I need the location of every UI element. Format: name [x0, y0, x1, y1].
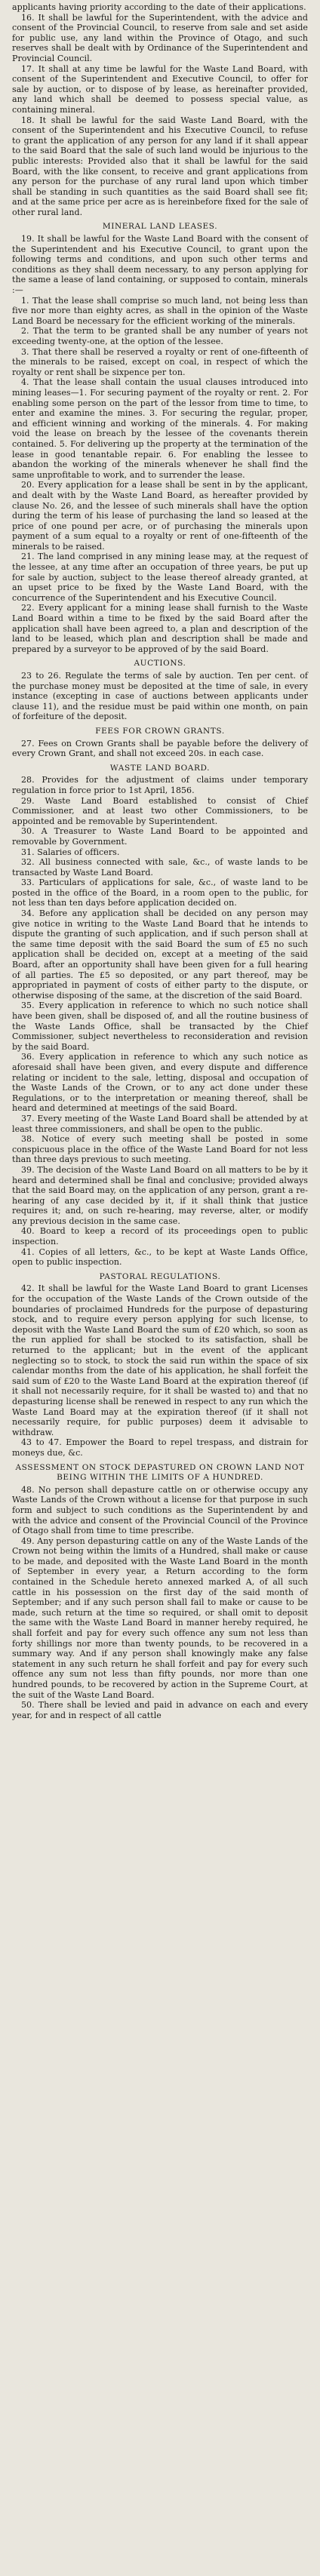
paragraph: 23 to 26. Regulate the terms of sale by auction. Ten per cent. of the purchase money must be deposited at the time of sale, in every instance (excepting in case of auctions between applicants under clause 11), and the residue must be paid within one month, on pain of forfeiture of the deposit.: [12, 671, 308, 722]
paragraph: 48. No person shall depasture cattle on or otherwise occupy any Waste Lands of the Crown without a license for that purpose in such form and subject to such conditions as the Superintendent by and with the advice and consent of the Provincial Council of the Province of Otago shall from time to time prescribe.: [12, 1484, 308, 1536]
paragraph: 22. Every applicant for a mining lease shall furnish to the Waste Land Board within a time to be fixed by the said Board after the application shall have been agreed to, a plan and description of the land to be leased, which plan and description shall be made and prepared by a surveyor to be approved of by the said Board.: [12, 603, 308, 654]
paragraph: 43 to 47. Empower the Board to repel trespass, and distrain for moneys due, &c.: [12, 1437, 308, 1458]
paragraph: 16. It shall be lawful for the Superintendent, with the advice and consent of the Provincial Council, to reserve from sale and set aside for public use, any land within the Province of Otago, and such reserves shall be dealt with by Ordinance of the Superintendent and Provincial Council.: [12, 12, 308, 63]
paragraph: 29. Waste Land Board established to consist of Chief Commissioner, and at least two other Commissioners, to be appointed and be removable by Superintendent.: [12, 795, 308, 826]
paragraph: 20. Every application for a lease shall be sent in by the applicant, and dealt with by the Waste Land Board, as hereafter provided by clause No. 26, and the lessee of such minerals shall have the option during the term of his lease of purchasing the land so leased at the price of one pound per acre, or of purchasing the minerals upon payment of a sum equal to a royalty or rent of one-fifteenth of the minerals to be raised.: [12, 480, 308, 552]
section-heading: FEES FOR CROWN GRANTS.: [95, 726, 225, 736]
paragraph: 37. Every meeting of the Waste Land Board shall be attended by at least three commissioners, and shall be open to the public.: [12, 1113, 308, 1134]
paragraph: 18. It shall be lawful for the said Waste Land Board, with the consent of the Superintendent and his Executive Council, to refuse to grant the application of any person for any land if it shall appear to the said Board that the sale of such land would be injurious to the public interests: Provided also that it shall be lawful for the said Board, with the like consent, to receive and grant applications from any person for the purchase of any rural land upon which timber shall be standing in such quantities as the said Board shall see fit; and at the same price per acre as is hereinbefore fixed for the sale of other rural land.: [12, 115, 308, 217]
paragraph: 17. It shall at any time be lawful for the Waste Land Board, with consent of the Superintendent and Executive Council, to offer for sale by auction, or to dispose of by lease, as hereinafter provided, any land which shall be deemed to possess special value, as containing mineral.: [12, 63, 308, 115]
section-heading: MINERAL LAND LEASES.: [102, 222, 218, 232]
paragraph: 49. Any person depasturing cattle on any of the Waste Lands of the Crown not being within the limits of a Hundred, shall make or cause to be made, and deposited with the Waste Land Board in the month of September in every year, a Return according to the form contained in the Schedule hereto annexed marked A, of all such cattle in his possession on the first day of the said month of September; and if any such person shall fail to make or cause to be made, such return at the time so required, or shall omit to deposit the same with the Waste Land Board in manner hereby required, he shall forfeit and pay for every such offence any sum not less than forty shillings nor more than twenty pounds, to be recovered in a summary way. And if any person shall knowingly make any false statement in any such return he shall forfeit and pay for every such offence any sum not less than fifty pounds, nor more than one hundred pounds, to be recovered by action in the Supreme Court, at the suit of the Waste Land Board.: [12, 1535, 308, 1700]
paragraph: 21. The land comprised in any mining lease may, at the request of the lessee, at any time after an occupation of three years, be put up for sale by auction, subject to the lease thereof already granted, at an upset price to be fixed by the Waste Land Board, with the concurrence of the Superintendent and his Executive Council.: [12, 552, 308, 603]
paragraph: 3. That there shall be reserved a royalty or rent of one-fifteenth of the minerals to be raised, except on coal, in respect of which the royalty or rent shall be sixpence per ton.: [12, 346, 308, 377]
paragraph: 42. It shall be lawful for the Waste Land Board to grant Licenses for the occupation of the Waste Lands of the Crown outside of the boundaries of proclaimed Hundreds for the purpose of depasturing stock, and to require every person applying for such license, to deposit with the Waste Land Board the sum of £20 which, so soon as the run applied for shall be stocked to its satisfaction, shall be returned to the applicant; but in the event of the applicant neglecting so to stock, to stock the said run within the space of six calendar months from the date of his application, he shall forfeit the said sum of £20 to the Waste Land Board at the expiration thereof (if it shall not necessarily require, for it shall be wasted to) and that no depasturing license shall be renewed in respect to any run which the Waste Land Board may at the expiration thereof (if it shall not necessarily require, for public purposes) deem it advisable to withdraw.: [12, 1283, 308, 1437]
section-heading: ASSESSMENT ON STOCK DEPASTURED ON CROWN LAND NOT BEING WITHIN THE LIMITS OF A HUNDRED.: [15, 1462, 305, 1483]
paragraph: 41. Copies of all letters, &c., to be kept at Waste Lands Office, open to public inspection.: [12, 1247, 308, 1268]
paragraph: 1. That the lease shall comprise so much land, not being less than five nor more than eighty acres, as shall in the opinion of the Waste Land Board be necessary for the efficient working of the minerals.: [12, 295, 308, 326]
paragraph: 38. Notice of every such meeting shall be posted in some conspicuous place in the office of the Waste Land Board for not less than three days previous to such meeting.: [12, 1134, 308, 1165]
section-heading: WASTE LAND BOARD.: [109, 763, 211, 773]
paragraph: 39. The decision of the Waste Land Board on all matters to be by it heard and determined shall be final and conclusive; provided always that the said Board may, on the application of any person, grant a re-hearing of any case decided by it, if it shall think that justice requires it; and, on such re-hearing, may reverse, alter, or modify any previous decision in the same case.: [12, 1164, 308, 1226]
paragraph: 35. Every application in reference to which no such notice shall have been given, shall be disposed of, and all the routine business of the Waste Lands Office, shall be transacted by the Chief Commissioner, subject nevertheless to reconsideration and revision by the said Board.: [12, 1001, 308, 1052]
paragraph: 4. That the lease shall contain the usual clauses introduced into mining leases—1. For securing payment of the royalty or rent. 2. For enabling some person on the part of the lessor from time to time, to enter and examine the mines. 3. For securing the regular, proper, and efficient winning and working of the minerals. 4. For making void the lease on breach by the lessee of the covenants therein contained. 5. For delivering up the property at the termination of the lease in good tenantable repair. 6. For enabling the lessee to abandon the working of the minerals whenever he shall find the same unprofitable to work, and to surrender the lease.: [12, 377, 308, 480]
paragraph: 2. That the term to be granted shall be any number of years not exceeding twenty-one, at the option of the lessee.: [12, 326, 308, 346]
paragraph: 31. Salaries of officers.: [21, 847, 120, 857]
paragraph: applicants having priority according to the date of their applications.: [12, 2, 306, 12]
section-heading: AUCTIONS.: [134, 659, 186, 669]
paragraph: 19. It shall be lawful for the Waste Land Board with the consent of the Superintendent and his Executive Council, to grant upon the following terms and conditions, and upon such other terms and conditions as they shall deem necessary, to any person applying for the same a lease of land containing, or supposed to contain, minerals :—: [12, 234, 308, 296]
paragraph: 40. Board to keep a record of its proceedings open to public inspection.: [12, 1226, 308, 1247]
paragraph: 34. Before any application shall be decided on any person may give notice in writing to the Waste Land Board that he intends to dispute the granting of such application, and if such person shall at the same time deposit with the said Board the sum of £5 no such application shall be decided on, except at a meeting of the said Board, after an opportunity shall have been given for a full hearing of all parties. The £5 so deposited, or any part thereof, may be appropriated in payment of costs of either party to the dispute, or otherwise disposing of the same, at the discretion of the said Board.: [12, 908, 308, 1001]
paragraph: 33. Particulars of applications for sale, &c., of waste land to be posted in the office of the Board, in a room open to the public, for not less than ten days before application decided on.: [12, 878, 308, 908]
paragraph: 36. Every application in reference to which any such notice as aforesaid shall have been given, and every dispute and difference relating or incident to the sale, letting, disposal and occupation of the Waste Lands of the Crown, or to any act done under these Regulations, or to the interpretation or meaning thereof, shall be heard and determined at meetings of the said Board.: [12, 1052, 308, 1114]
paragraph: 27. Fees on Crown Grants shall be payable before the delivery of every Crown Grant, and shall not exceed 20s. in each case.: [12, 738, 308, 759]
paragraph: 32. All business connected with sale, &c., of waste lands to be transacted by Waste Land Board.: [12, 857, 308, 878]
section-heading: PASTORAL REGULATIONS.: [99, 1271, 221, 1281]
paragraph: 50. There shall be levied and paid in advance on each and every year, for and in respect of all cattle: [12, 1700, 308, 1720]
paragraph: 28. Provides for the adjustment of claims under temporary regulation in force prior to 1st April, 1856.: [12, 775, 308, 795]
paragraph: 30. A Treasurer to Waste Land Board to be appointed and removable by Government.: [12, 826, 308, 847]
